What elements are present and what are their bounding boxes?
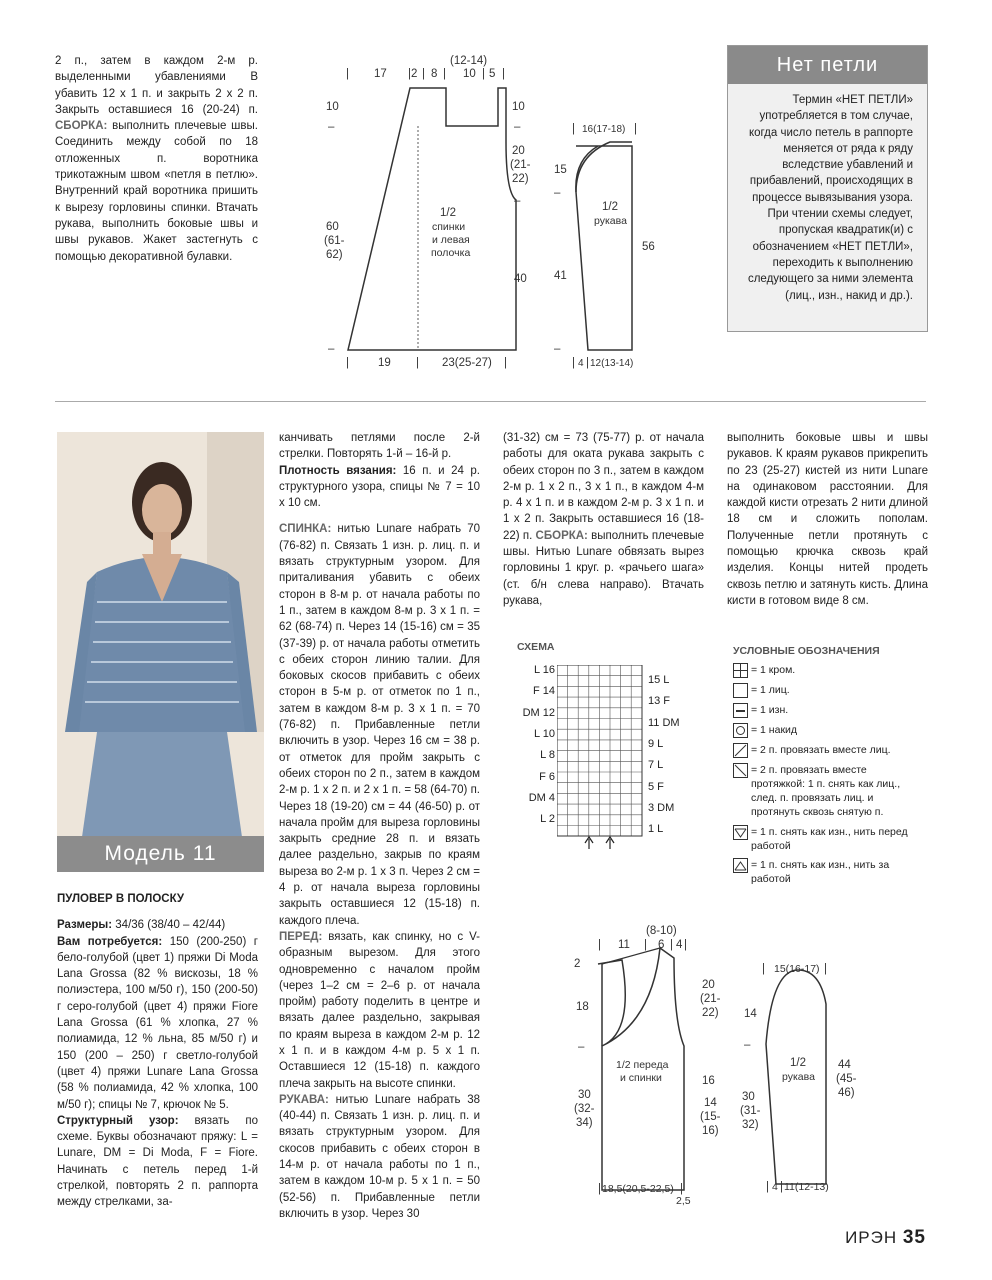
legend-item-text: = 1 п. снять как изн., нить перед работой xyxy=(751,826,908,852)
scheme-left-row: L 2 xyxy=(540,813,555,826)
pullover-left-dim-34: 34) xyxy=(576,1117,593,1129)
legend-item xyxy=(733,825,923,853)
scheme-chart xyxy=(557,665,643,849)
svg-text:|: | xyxy=(346,357,349,369)
sleeve2-left-dim-14: 14 xyxy=(744,1008,757,1020)
sleeve2-label-2: рукава xyxy=(782,1071,815,1083)
jacket-right-dim-20: 20 xyxy=(512,145,525,157)
svg-text:|: | xyxy=(824,963,827,975)
svg-text:|: | xyxy=(482,68,485,80)
pullover-left-dim-18: 18 xyxy=(576,1001,589,1013)
jacket-right-dim-10: 10 xyxy=(512,101,525,113)
jacket-right-dim-40: 40 xyxy=(514,273,527,285)
svg-text:|: | xyxy=(644,939,647,951)
legend-item-text: = 1 кром. xyxy=(751,664,796,676)
model-title: ПУЛОВЕР В ПОЛОСКУ xyxy=(57,893,185,905)
page-number: 35 xyxy=(902,1227,926,1248)
model-text-block xyxy=(57,891,258,1211)
pullover-left-dim-30: 30 xyxy=(578,1089,591,1101)
jacket-right-dim-22: 22) xyxy=(512,173,529,185)
scheme-title: СХЕМА xyxy=(517,641,555,653)
scheme-right-row: 9 L xyxy=(648,737,664,750)
jacket-top-dim-2: 2 xyxy=(411,68,418,80)
svg-text:|: | xyxy=(416,357,419,369)
col2-intro: канчивать петлями после 2-й стрелки. Повторять 1-й – 16-й р. xyxy=(279,432,480,461)
sleeve2-right-dim-46: 46) xyxy=(838,1087,855,1099)
jacket-top-dim-8: 8 xyxy=(431,68,438,80)
sleeves-text: нитью Lunare набрать 38 (40-44) п. Связать 1 изн. р. лиц. п. и вязать структурным узором. Для скосов прибавить с обеих сторон в 14-м р. от начала работы по 1 п., затем в каждом 10-м р. 5 х 1 п. = 50 (52-56) п. Прибавленные петли включить в узор. Через 30 xyxy=(279,1093,480,1220)
sleeve1-bottom-12: 12(13-14) xyxy=(590,358,634,369)
sleeve2-bottom-11: 11(12-13) xyxy=(784,1181,829,1193)
svg-text:|: | xyxy=(684,939,687,951)
k2tog-icon xyxy=(733,743,748,758)
legend-item-text: = 1 лиц. xyxy=(751,684,790,696)
no-stitch-text: Термин «НЕТ ПЕТЛИ» употребляется в том случае, когда число петель в раппорте меняется от ряда к ряду вследствие убавлений и прибавлений, происходящих в процессе вывязывания узора. При чтении схемы следует, пропуская квадратик(и) с обозначением «НЕТ ПЕТЛИ», переходить к выполнению следующего за ними элемента (лиц., изн., накид и др.). xyxy=(747,94,913,302)
scheme-left-row: F 14 xyxy=(532,685,555,698)
sizes-heading: Размеры: xyxy=(57,919,113,932)
section-divider xyxy=(55,401,926,402)
col3-intro: (31-32) см = 73 (75-77) р. от начала работы для оката рукава закрыть с обеих сторон по 3 п., затем в каждом 2-м р. 1 х 2 п., 3 х 1 п., в каждом 4-м р. 4 х 1 п. и в каждом 2-м р. 3 х 1 п. и 1 х 2 п. Закрыть оставшиеся 16 (18-22) п. xyxy=(503,432,704,542)
magazine-name: ИРЭН xyxy=(845,1228,898,1247)
svg-text:|: | xyxy=(572,357,575,369)
legend-title: УСЛОВНЫЕ ОБОЗНАЧЕНИЯ xyxy=(733,645,880,657)
pullover-right-dim-22: 22) xyxy=(702,1007,719,1019)
pullover-right-dim-16b: 16) xyxy=(702,1125,719,1137)
front-heading: ПЕРЕД: xyxy=(279,930,323,943)
jacket-top-dim-10: 10 xyxy=(463,68,476,80)
pullover-label-2: и спинки xyxy=(620,1072,662,1084)
sleeve1-left-dim-41: 41 xyxy=(554,270,567,282)
legend-item-text: = 1 п. снять как изн., нить за работой xyxy=(751,859,890,885)
svg-text:–: – xyxy=(744,1039,751,1051)
edge-stitch-icon xyxy=(733,663,748,678)
pattern-heading: Структурный узор: xyxy=(57,1114,179,1127)
legend-item-text: = 1 накид xyxy=(751,724,798,736)
svg-text:|: | xyxy=(586,357,589,369)
pullover-right-dim-16: 16 xyxy=(702,1075,715,1087)
svg-text:|: | xyxy=(766,1181,769,1193)
scheme-left-row: DM 4 xyxy=(528,791,555,804)
page-footer xyxy=(845,1227,926,1249)
jacket-label-2: спинки xyxy=(432,221,466,233)
model-illustration xyxy=(57,432,264,872)
scheme-left-row: DM 12 xyxy=(522,706,555,719)
svg-text:|: | xyxy=(762,963,765,975)
materials-text: 150 (200-250) г бело-голубой (цвет 1) пряжи Di Moda Lana Grossa (82 % вискозы, 18 % полиэстера, 100 м/50 г), 150 (200-50) г серо-голубой (цвет 4) пряжи Fiore Lana Grossa (61 % хлопка, 27 % полиамида, 12 % льна, 85 м/50 г) и 150 (200 – 250) г светло-голубой (цвет 4) пряжи Lunare Lana Grossa (58 % полиамида, 42 % хлопка, 100 м/50 г); спицы № 7, крючок № 5. xyxy=(57,935,258,1111)
scheme-right-row: 1 L xyxy=(648,823,664,836)
sleeve1-bottom-4: 4 xyxy=(578,358,584,369)
legend-item xyxy=(733,723,923,738)
jacket-left-dim-10: 10 xyxy=(326,101,339,113)
top-paragraph: 2 п., затем в каждом 2-м р. выделенными убавлениями В убавить 12 х 1 п. и закрыть 2 х 2 п. Закрыть оставшиеся 16 (20-24) п. xyxy=(55,55,258,116)
pullover-bottom-dim: 18,5(20,5-22,5) xyxy=(602,1183,674,1195)
scheme-left-row: L 16 xyxy=(533,664,555,676)
svg-text:–: – xyxy=(554,187,561,199)
jacket-top-dim-17: 17 xyxy=(374,68,387,80)
pullover-right-dim-20: 20 xyxy=(702,979,715,991)
svg-text:|: | xyxy=(680,1183,683,1195)
back-text: нитью Lunare набрать 70 (76-82) п. Связать 1 изн. р. лиц. п. и вязать структурным узором. Для приталивания убавить с обеих сторон в 8-м р. от начала работы по 1 п., затем в каждом 8-м р. 3 х 1 п. = 62 (68-74) п. Через 14 (15-16) см = 35 (37-39) р. от начала работы отметить с обеих сторон линию талии. Для боковых скосов прибавить с обеих сторон в 5-м р. от отметок по 1 п., затем в каждом 8-м р. 3 х 1 п. = 70 (76-82) п. Прибавленные петли включить в узор. Через 16 см = 38 р. от отметок для пройм закрыть с обеих сторон по 2 п., затем в каждом 2-м р. 1 х 2 п. и 2 х 1 п. = 58 (64-70) п. Через 18 (19-20) см = 44 (46-50) р. от начала пройм для выреза горловины закрыть средние 28 п. и вязать далее раздельно, закрыв по краям выреза во 2-м р. 1 х 3 п. Через 2 см = 4 р. от начала выреза горловины закрыть оставшиеся 12 (15-18) п. каждого плеча. xyxy=(279,523,480,927)
knit-icon xyxy=(733,683,748,698)
no-stitch-title: Нет петли xyxy=(728,46,927,84)
jacket-top-dim-5: 5 xyxy=(489,68,496,80)
pullover-bottom-dim-2: 2,5 xyxy=(676,1195,691,1207)
sleeve2-left-dim-32: 32) xyxy=(742,1119,759,1131)
legend-item-text: = 1 изн. xyxy=(751,704,789,716)
svg-text:|: | xyxy=(408,68,411,80)
model-caption: Модель 11 xyxy=(57,836,264,872)
density-text: 16 п. и 24 р. структурного узора, спицы № 7 = 10 х 10 см. xyxy=(279,464,480,510)
pullover-left-dim-32: (32- xyxy=(574,1103,595,1115)
materials-heading: Вам потребуется: xyxy=(57,935,163,948)
svg-text:|: | xyxy=(572,123,575,135)
scheme-right-row: 13 F xyxy=(648,695,671,708)
top-text-block xyxy=(55,53,258,265)
jacket-label-4: полочка xyxy=(431,247,471,259)
sleeve1-label-1: 1/2 xyxy=(602,201,618,213)
scheme-left-row: L 8 xyxy=(540,749,555,762)
instructions-column-4 xyxy=(727,430,928,609)
scheme-right-row: 3 DM xyxy=(648,801,675,814)
sleeve1-left-dim-15: 15 xyxy=(554,164,567,176)
assembly-heading: СБОРКА: xyxy=(55,120,108,133)
svg-text:|: | xyxy=(504,357,507,369)
sleeve1-right-dim-56: 56 xyxy=(642,241,655,253)
model-photo xyxy=(57,432,264,872)
pullover-top-range: (8-10) xyxy=(646,925,677,937)
no-stitch-info-box xyxy=(727,45,928,332)
slip-back-icon xyxy=(733,858,748,873)
pullover-top-dim-11: 11 xyxy=(618,939,630,951)
legend-item-text: = 2 п. провязать вместе лиц. xyxy=(751,744,891,756)
scheme-right-row: 7 L xyxy=(648,759,664,772)
instructions-column-3 xyxy=(503,430,704,609)
jacket-right-dim-21: (21- xyxy=(510,159,531,171)
jacket-bottom-dim-19: 19 xyxy=(378,357,391,369)
svg-text:|: | xyxy=(346,68,349,80)
jacket-left-dim-61: (61- xyxy=(324,235,345,247)
svg-text:–: – xyxy=(554,343,561,355)
sleeve2-bottom-4: 4 xyxy=(772,1181,778,1193)
jacket-bottom-dim-23: 23(25-27) xyxy=(442,357,492,369)
assembly-text: выполнить плечевые швы. Соединить между собой по 18 отложенных п. воротника трикотажным швом «петля в петлю». Внутренний край воротника пришить к вырезу горловины спинки. Втачать рукава, выполнить боковые швы и швы рукавов. Жакет застегнуть с помощью декоративной булавки. xyxy=(55,120,258,263)
jacket-top-range: (12-14) xyxy=(450,55,488,67)
sizes-text: 34/36 (38/40 – 42/44) xyxy=(115,919,226,932)
assembly2-text: выполнить плечевые швы. Нитью Lunare обвязать вырез горловины 1 круг. р. «рачьего шага» (ст. б/н слева направо). Втачать рукава, xyxy=(503,529,704,607)
legend-item xyxy=(733,663,923,678)
instructions-column-2 xyxy=(279,430,480,1222)
scheme-right-row: 11 DM xyxy=(648,716,680,729)
svg-text:|: | xyxy=(670,939,673,951)
density-heading: Плотность вязания: xyxy=(279,464,397,477)
legend-item xyxy=(733,743,923,758)
svg-text:|: | xyxy=(780,1181,783,1193)
pattern-text: вязать по схеме. Буквы обозначают пряжу: L = Lunare, DM = Di Moda, F = Fiore. Начинать с петель перед 1-й стрелкой, повторять 2 п. раппорта между стрелками, за- xyxy=(57,1114,259,1209)
svg-text:–: – xyxy=(514,121,521,133)
assembly2-heading: СБОРКА: xyxy=(535,529,588,542)
pullover-top-dim-6: 6 xyxy=(658,939,665,951)
yarn-over-icon xyxy=(733,723,748,738)
front-text: вязать, как спинку, но с V-образным вырезом. Для этого одновременно с началом пройм (через 1–2 см = 2–6 р. от начала пройм) работу поделить в центре и вязать далее раздельно, закрывая по краям выреза в каждом 2-м р. 12 х 1 п. и в каждом 4-м р. 5 х 1 п. Оставшиеся 12 (15-18) п. каждого плеча закрыть на высоте спинки. xyxy=(279,930,480,1090)
scheme-right-row: 5 F xyxy=(648,780,664,793)
svg-text:–: – xyxy=(514,195,521,207)
svg-text:–: – xyxy=(328,121,335,133)
svg-text:|: | xyxy=(502,68,505,80)
svg-text:–: – xyxy=(578,1041,585,1053)
sleeve2-left-dim-30: 30 xyxy=(742,1091,755,1103)
sleeve2-top-dim: 15(16-17) xyxy=(774,963,820,975)
purl-icon xyxy=(733,703,748,718)
pullover-left-dim-2: 2 xyxy=(574,958,581,970)
sleeve2-label-1: 1/2 xyxy=(790,1057,806,1069)
jacket-left-dim-60: 60 xyxy=(326,221,339,233)
svg-text:–: – xyxy=(328,343,335,355)
legend-item xyxy=(733,683,923,698)
pullover-label-1: 1/2 переда xyxy=(616,1059,669,1071)
jacket-pattern-diagram xyxy=(320,52,660,372)
pullover-right-dim-21: (21- xyxy=(700,993,721,1005)
svg-text:|: | xyxy=(634,123,637,135)
svg-text:|: | xyxy=(422,68,425,80)
pullover-right-dim-15: (15- xyxy=(700,1111,721,1123)
legend-item xyxy=(733,703,923,718)
jacket-label-3: и левая xyxy=(432,234,470,246)
jacket-left-dim-62: 62) xyxy=(326,249,343,261)
jacket-label-1: 1/2 xyxy=(440,207,456,219)
sleeve2-left-dim-31: (31- xyxy=(740,1105,761,1117)
col4-text: выполнить боковые швы и швы рукавов. К краям рукавов прикрепить по 23 (25-27) кистей из нити Lunare на одинаковом расстоянии. Для каждой кисти отрезать 2 нити длиной 18 см и сложить пополам. Полученные петли протянуть с помощью крючка сквозь край изделия. Концы нитей продеть сквозь петлю и затянуть кисть. Длина кисти в готовом виде 8 см. xyxy=(727,432,928,607)
slip-front-icon xyxy=(733,825,748,840)
sleeve1-top-dim: 16(17-18) xyxy=(582,124,626,135)
scheme-left-row: F 6 xyxy=(539,770,555,783)
pullover-top-dim-4: 4 xyxy=(676,939,683,951)
pullover-pattern-diagram xyxy=(562,922,862,1212)
svg-text:|: | xyxy=(598,1183,601,1195)
legend-item xyxy=(733,858,923,886)
pullover-right-dim-14: 14 xyxy=(704,1097,717,1109)
ssk-icon xyxy=(733,763,748,778)
legend-item-text: = 2 п. провязать вместе протяжкой: 1 п. снять как лиц., след. п. провязать лиц. и протянуть сквозь снятую п. xyxy=(751,764,901,818)
sleeve1-label-2: рукава xyxy=(594,215,627,227)
scheme-left-row: L 10 xyxy=(533,727,555,740)
svg-text:|: | xyxy=(598,939,601,951)
back-heading: СПИНКА: xyxy=(279,523,332,536)
scheme-right-row: 15 L xyxy=(648,674,670,686)
svg-text:|: | xyxy=(443,68,446,80)
repeat-arrows xyxy=(585,837,614,849)
legend-item xyxy=(733,763,923,819)
sleeve2-right-dim-44: 44 xyxy=(838,1059,851,1071)
sleeves-heading: РУКАВА: xyxy=(279,1093,329,1106)
sleeve2-right-dim-45: (45- xyxy=(836,1073,857,1085)
